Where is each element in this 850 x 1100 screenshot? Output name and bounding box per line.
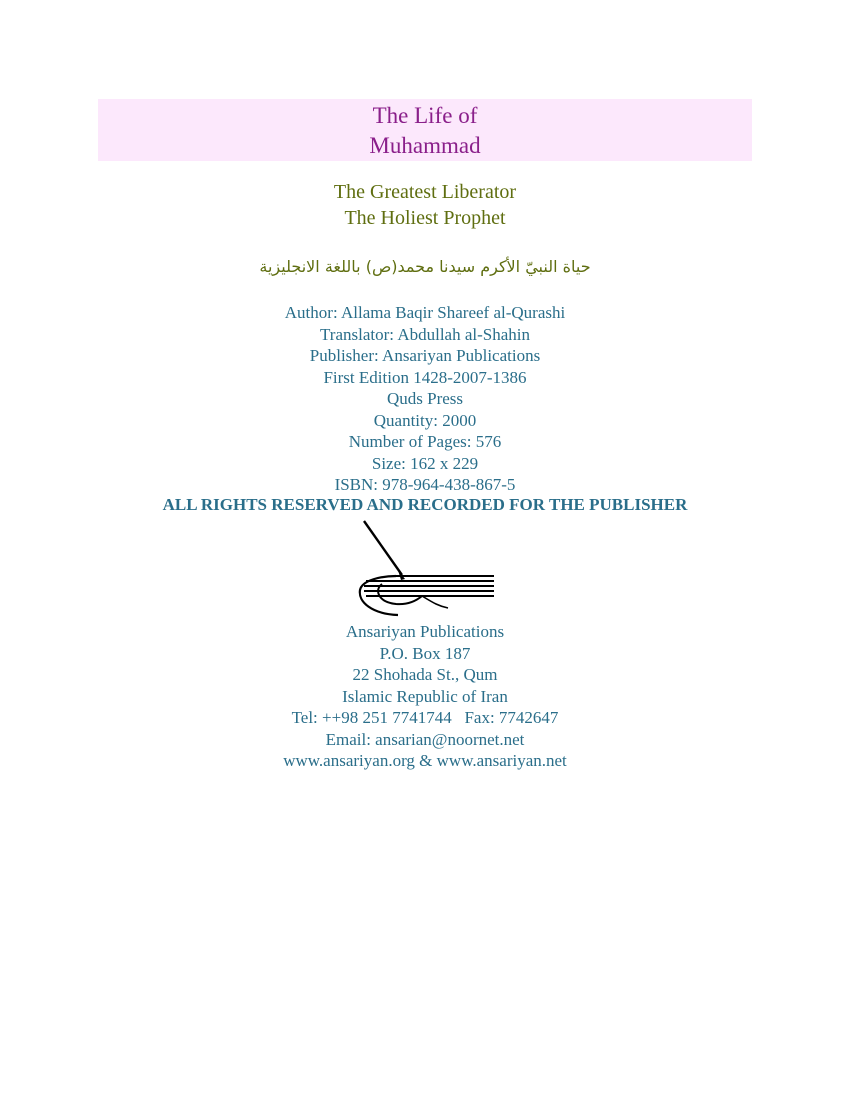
quantity-line: Quantity: 2000: [373, 410, 477, 430]
press-line: Quds Press: [386, 389, 464, 408]
contact-web: www.ansariyan.org & www.ansariyan.net: [283, 751, 567, 770]
contact-country: Islamic Republic of Iran: [342, 686, 508, 706]
publisher-contact: [0, 621, 850, 772]
translator-line: Translator: Abdullah al-Shahin: [320, 324, 530, 344]
book-title-line-2: Muhammad: [369, 133, 481, 158]
pages-line: Number of Pages: 576: [348, 432, 502, 451]
arabic-title: حياة النبيّ الأكرم سيدنا محمد(ص) باللغة الانجليزية: [259, 257, 591, 276]
title-band: [98, 99, 752, 161]
author-line: Author: Allama Baqir Shareef al-Qurashi: [284, 303, 566, 322]
subtitle-line-2: The Holiest Prophet: [344, 207, 506, 229]
subtitle-line-1: The Greatest Liberator: [333, 181, 517, 203]
contact-email: Email: ansarian@noornet.net: [325, 729, 525, 749]
publisher-line: Publisher: Ansariyan Publications: [309, 346, 541, 365]
contact-po-box: P.O. Box 187: [379, 643, 471, 663]
subtitle-block: [0, 179, 850, 231]
contact-name: Ansariyan Publications: [345, 622, 505, 641]
book-title-line-1: The Life of: [372, 103, 478, 128]
isbn-line: ISBN: 978-964-438-867-5: [334, 475, 516, 494]
size-line: Size: 162 x 229: [371, 453, 479, 473]
contact-street: 22 Shohada St., Qum: [352, 665, 498, 684]
publication-details: [0, 302, 850, 496]
edition-line: First Edition 1428-2007-1386: [323, 367, 527, 387]
rights-notice: ALL RIGHTS RESERVED AND RECORDED FOR THE PUBLISHER: [162, 495, 688, 514]
contact-phone: Tel: ++98 251 7741744 Fax: 7742647: [291, 708, 559, 727]
quill-and-book-logo-icon: [352, 518, 498, 622]
